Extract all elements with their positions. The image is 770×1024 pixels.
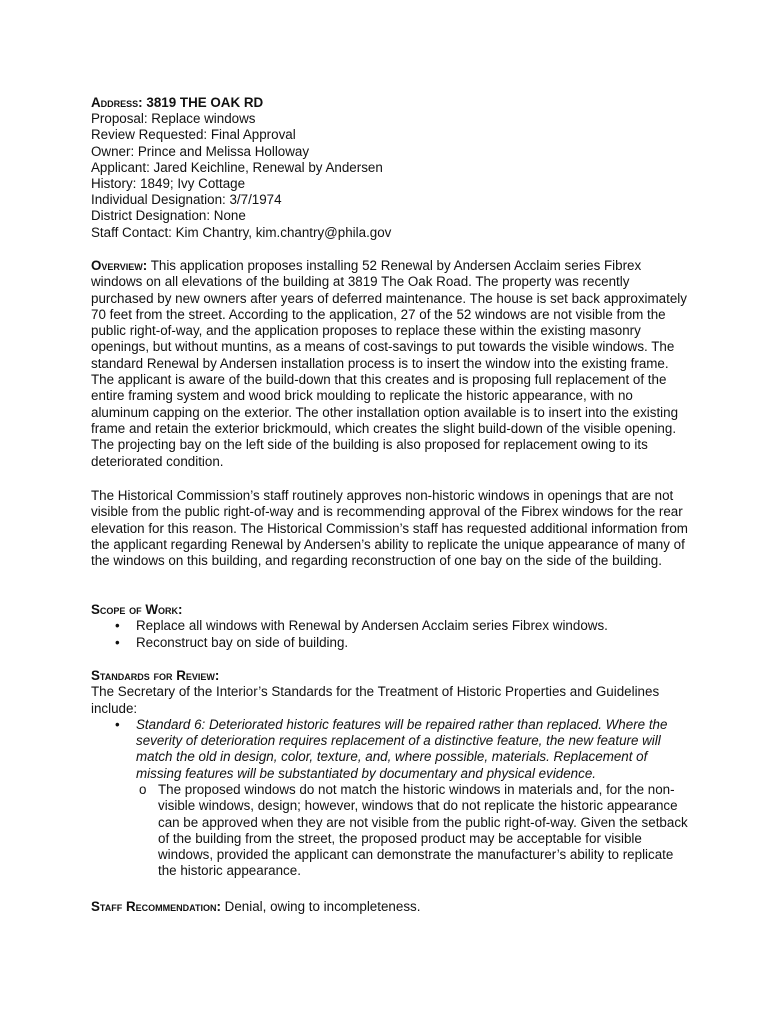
owner-line: Owner: Prince and Melissa Holloway — [91, 143, 310, 159]
applicant-line: Applicant: Jared Keichline, Renewal by Andersen — [91, 159, 383, 175]
standards-label: Standards for Review: — [91, 668, 220, 683]
list-item — [91, 618, 691, 634]
scope-list — [91, 618, 691, 651]
bullet-icon: • — [115, 618, 120, 634]
overview-label: Overview: — [91, 258, 148, 273]
proposal-line: Proposal: Replace windows — [91, 111, 256, 127]
recommendation-section — [91, 899, 691, 915]
standard-6-comment: The proposed windows do not match the historic windows in materials and, for the non-visible windows, design; however, windows that do not replicate the historic appearance can be approved when they are not visible from the public right-of-way. Given the setback of the building from the street, the proposed product may be acceptable for visible windows, provided the applicant can demonstrate the manufacturer’s ability to replicate the historic appearance. — [158, 781, 688, 879]
circle-bullet-icon: o — [139, 781, 147, 797]
overview-text: This application proposes installing 52 Renewal by Andersen Acclaim series Fibrex windows on all elevations of the building at 3819 The Oak Road. The property was recently purchased by new owners after years of deferred maintenance. The house is set back approximately 70 feet from the street. According to the application, 27 of the 52 windows are not visible from the public right-of-way, and the application proposes to replace these within the existing masonry openings, but without muntins, as a means of cost-savings to put towards the visible windows. The standard Renewal by Andersen installation process is to insert the window into the existing frame. The applicant is aware of the build-down that this creates and is proposing full replacement of the entire framing system and wood brick moulding to replicate the historic appearance, with no aluminum capping on the exterior. The other installation option available is to insert into the existing frame and retain the exterior brickmould, which creates the slight build-down of the visible opening. The projecting bay on the left side of the building is also proposed for replacement owing to its deteriorated condition. — [91, 258, 687, 469]
recommendation-label: Staff Recommendation: — [91, 899, 221, 914]
scope-item-text: Replace all windows with Renewal by Andersen Acclaim series Fibrex windows. — [136, 618, 608, 634]
recommendation-paragraph — [91, 899, 691, 915]
standard-6-text: Standard 6: Deteriorated historic features will be repaired rather than replaced. Where the severity of deterioration requires replacement of a distinctive feature, the new feature will match the old in design, color, texture, and, where possible, materials. Replacement of missing features will be substantiated by documentary and physical evidence. — [136, 716, 668, 781]
list-item — [91, 717, 691, 782]
scope-item-text: Reconstruct bay on side of building. — [136, 634, 349, 650]
scope-label: Scope of Work: — [91, 602, 183, 617]
overview-section — [91, 258, 691, 470]
review-requested-line: Review Requested: Final Approval — [91, 127, 296, 143]
standards-section — [91, 668, 691, 880]
overview-paragraph-2-section — [91, 488, 691, 569]
overview-paragraph — [91, 258, 691, 470]
recommendation-text: Denial, owing to incompleteness. — [224, 899, 421, 914]
standards-intro: The Secretary of the Interior’s Standards for the Treatment of Historic Properties and Guidelines include: — [91, 684, 660, 716]
history-line: History: 1849; Ivy Cottage — [91, 176, 246, 192]
list-item — [91, 635, 691, 651]
standards-list — [91, 717, 691, 782]
overview-paragraph-2: The Historical Commission’s staff routinely approves non-historic windows in openings that are not visible from the public right-of-way and is recommending approval of the Fibrex windows for the rear elevation for this reason. The Historical Commission’s staff has requested additional information from the applicant regarding Renewal by Andersen’s ability to replicate the unique appearance of many of the windows on this building, and regarding reconstruction of one bay on the side of the building. — [91, 488, 688, 569]
standards-sub-list — [91, 782, 691, 880]
district-designation-line: District Designation: None — [91, 208, 246, 224]
staff-contact-line: Staff Contact: Kim Chantry, kim.chantry@phila.gov — [91, 224, 392, 240]
bullet-icon: • — [115, 634, 120, 650]
header-section — [91, 95, 691, 241]
individual-designation-line: Individual Designation: 3/7/1974 — [91, 192, 282, 208]
bullet-icon: • — [115, 716, 120, 732]
list-item — [91, 782, 691, 880]
scope-section — [91, 602, 691, 651]
address-line — [91, 95, 691, 111]
address-value: 3819 THE OAK RD — [146, 95, 264, 110]
address-label: Address: — [91, 95, 143, 110]
